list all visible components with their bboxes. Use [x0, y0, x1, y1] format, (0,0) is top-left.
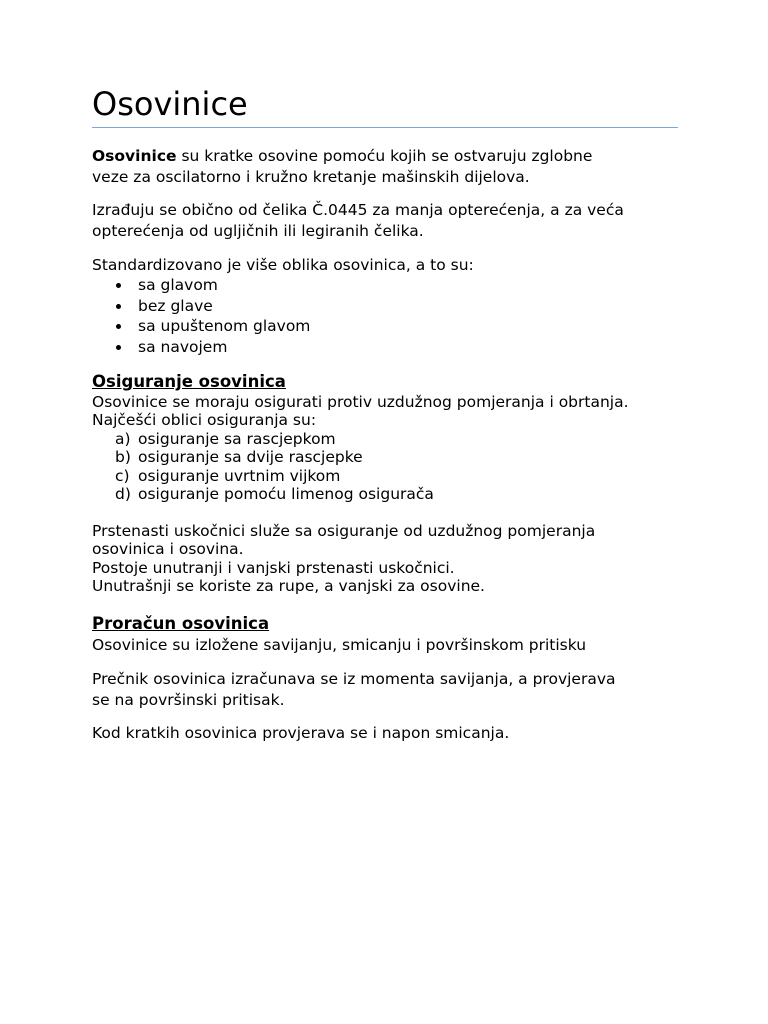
- forms-intro: [92, 255, 678, 276]
- bullet-dot: [116, 304, 121, 309]
- bullet-dot: [116, 324, 121, 329]
- list-item-text: osiguranje sa dvije rascjepke: [138, 448, 363, 467]
- diameter-line-1: Prečnik osovinica izračunava se iz momenta savijanja, a provjerava: [92, 670, 616, 688]
- list-marker: b): [115, 448, 131, 467]
- list-item-text: osiguranje uvrtnim vijkom: [138, 466, 341, 485]
- bullet-dot: [116, 345, 121, 350]
- list-item-text: sa upuštenom glavom: [138, 317, 311, 335]
- securing-paragraph: [92, 393, 629, 430]
- securing-heading: Osiguranje osovinica: [92, 372, 286, 391]
- diameter-line-2: se na površinski pritisak.: [92, 691, 285, 709]
- material-paragraph: [92, 200, 678, 242]
- list-item-text: bez glave: [138, 296, 213, 315]
- short-pins-paragraph: [92, 723, 678, 744]
- calculation-line-1: Osovinice su izložene savijanju, smicanju i površinskom pritisku: [92, 636, 587, 654]
- material-line-1: Izrađuju se obično od čelika Č.0445 za manja opterećenja, a za veća: [92, 201, 624, 219]
- bullet-dot: [116, 283, 121, 288]
- intro-paragraph: [92, 146, 678, 188]
- securing-ordered-list: [92, 430, 434, 503]
- diameter-paragraph: [92, 669, 678, 711]
- securing-line-2: Najčešći oblici osiguranja su:: [92, 411, 317, 430]
- intro-line-1: [92, 146, 678, 167]
- list-item: [92, 296, 310, 317]
- list-marker: d): [115, 484, 131, 503]
- rings-line-4: Unutrašnji se koriste za rupe, a vanjski za osovine.: [92, 576, 485, 595]
- list-item: [92, 430, 434, 448]
- short-pins-line: Kod kratkih osovinica provjerava se i napon smicanja.: [92, 724, 510, 742]
- forms-bullet-list: [92, 275, 310, 357]
- rings-line-1: Prstenasti uskočnici služe sa osiguranje od uzdužnog pomjeranja: [92, 522, 596, 540]
- intro-line-2: veze za oscilatorno i kružno kretanje mašinskih dijelova.: [92, 168, 530, 186]
- list-marker: c): [115, 466, 130, 485]
- material-line-2: opterećenja od ugljičnih ili legiranih čelika.: [92, 222, 424, 240]
- list-item: [92, 337, 310, 358]
- rings-paragraph: [92, 522, 595, 595]
- title-underline-rule: [92, 127, 678, 128]
- rings-line-3: Postoje unutranji i vanjski prstenasti uskočnici.: [92, 558, 455, 577]
- list-marker: a): [115, 430, 131, 448]
- list-item: [92, 275, 310, 296]
- list-item-text: osiguranje sa rascjepkom: [138, 430, 336, 448]
- page-title: Osovinice: [92, 85, 248, 123]
- rings-line-2: osovinica i osovina.: [92, 540, 244, 559]
- list-item-text: sa navojem: [138, 337, 228, 356]
- forms-intro-text: Standardizovano je više oblika osovinica, a to su:: [92, 256, 474, 274]
- intro-line-1-rest: su kratke osovine pomoću kojih se ostvaruju zglobne: [176, 147, 593, 165]
- list-item: [92, 485, 434, 503]
- list-item: [92, 467, 434, 485]
- securing-line-1: Osovinice se moraju osigurati protiv uzdužnog pomjeranja i obrtanja.: [92, 393, 629, 411]
- intro-bold-term: Osovinice: [92, 147, 177, 165]
- list-item-text: osiguranje pomoću limenog osigurača: [138, 484, 434, 503]
- calculation-paragraph: [92, 635, 678, 656]
- list-item: [92, 316, 310, 337]
- calculation-heading: Proračun osovinica: [92, 614, 270, 633]
- list-item: [92, 448, 434, 466]
- list-item-text: sa glavom: [138, 276, 218, 294]
